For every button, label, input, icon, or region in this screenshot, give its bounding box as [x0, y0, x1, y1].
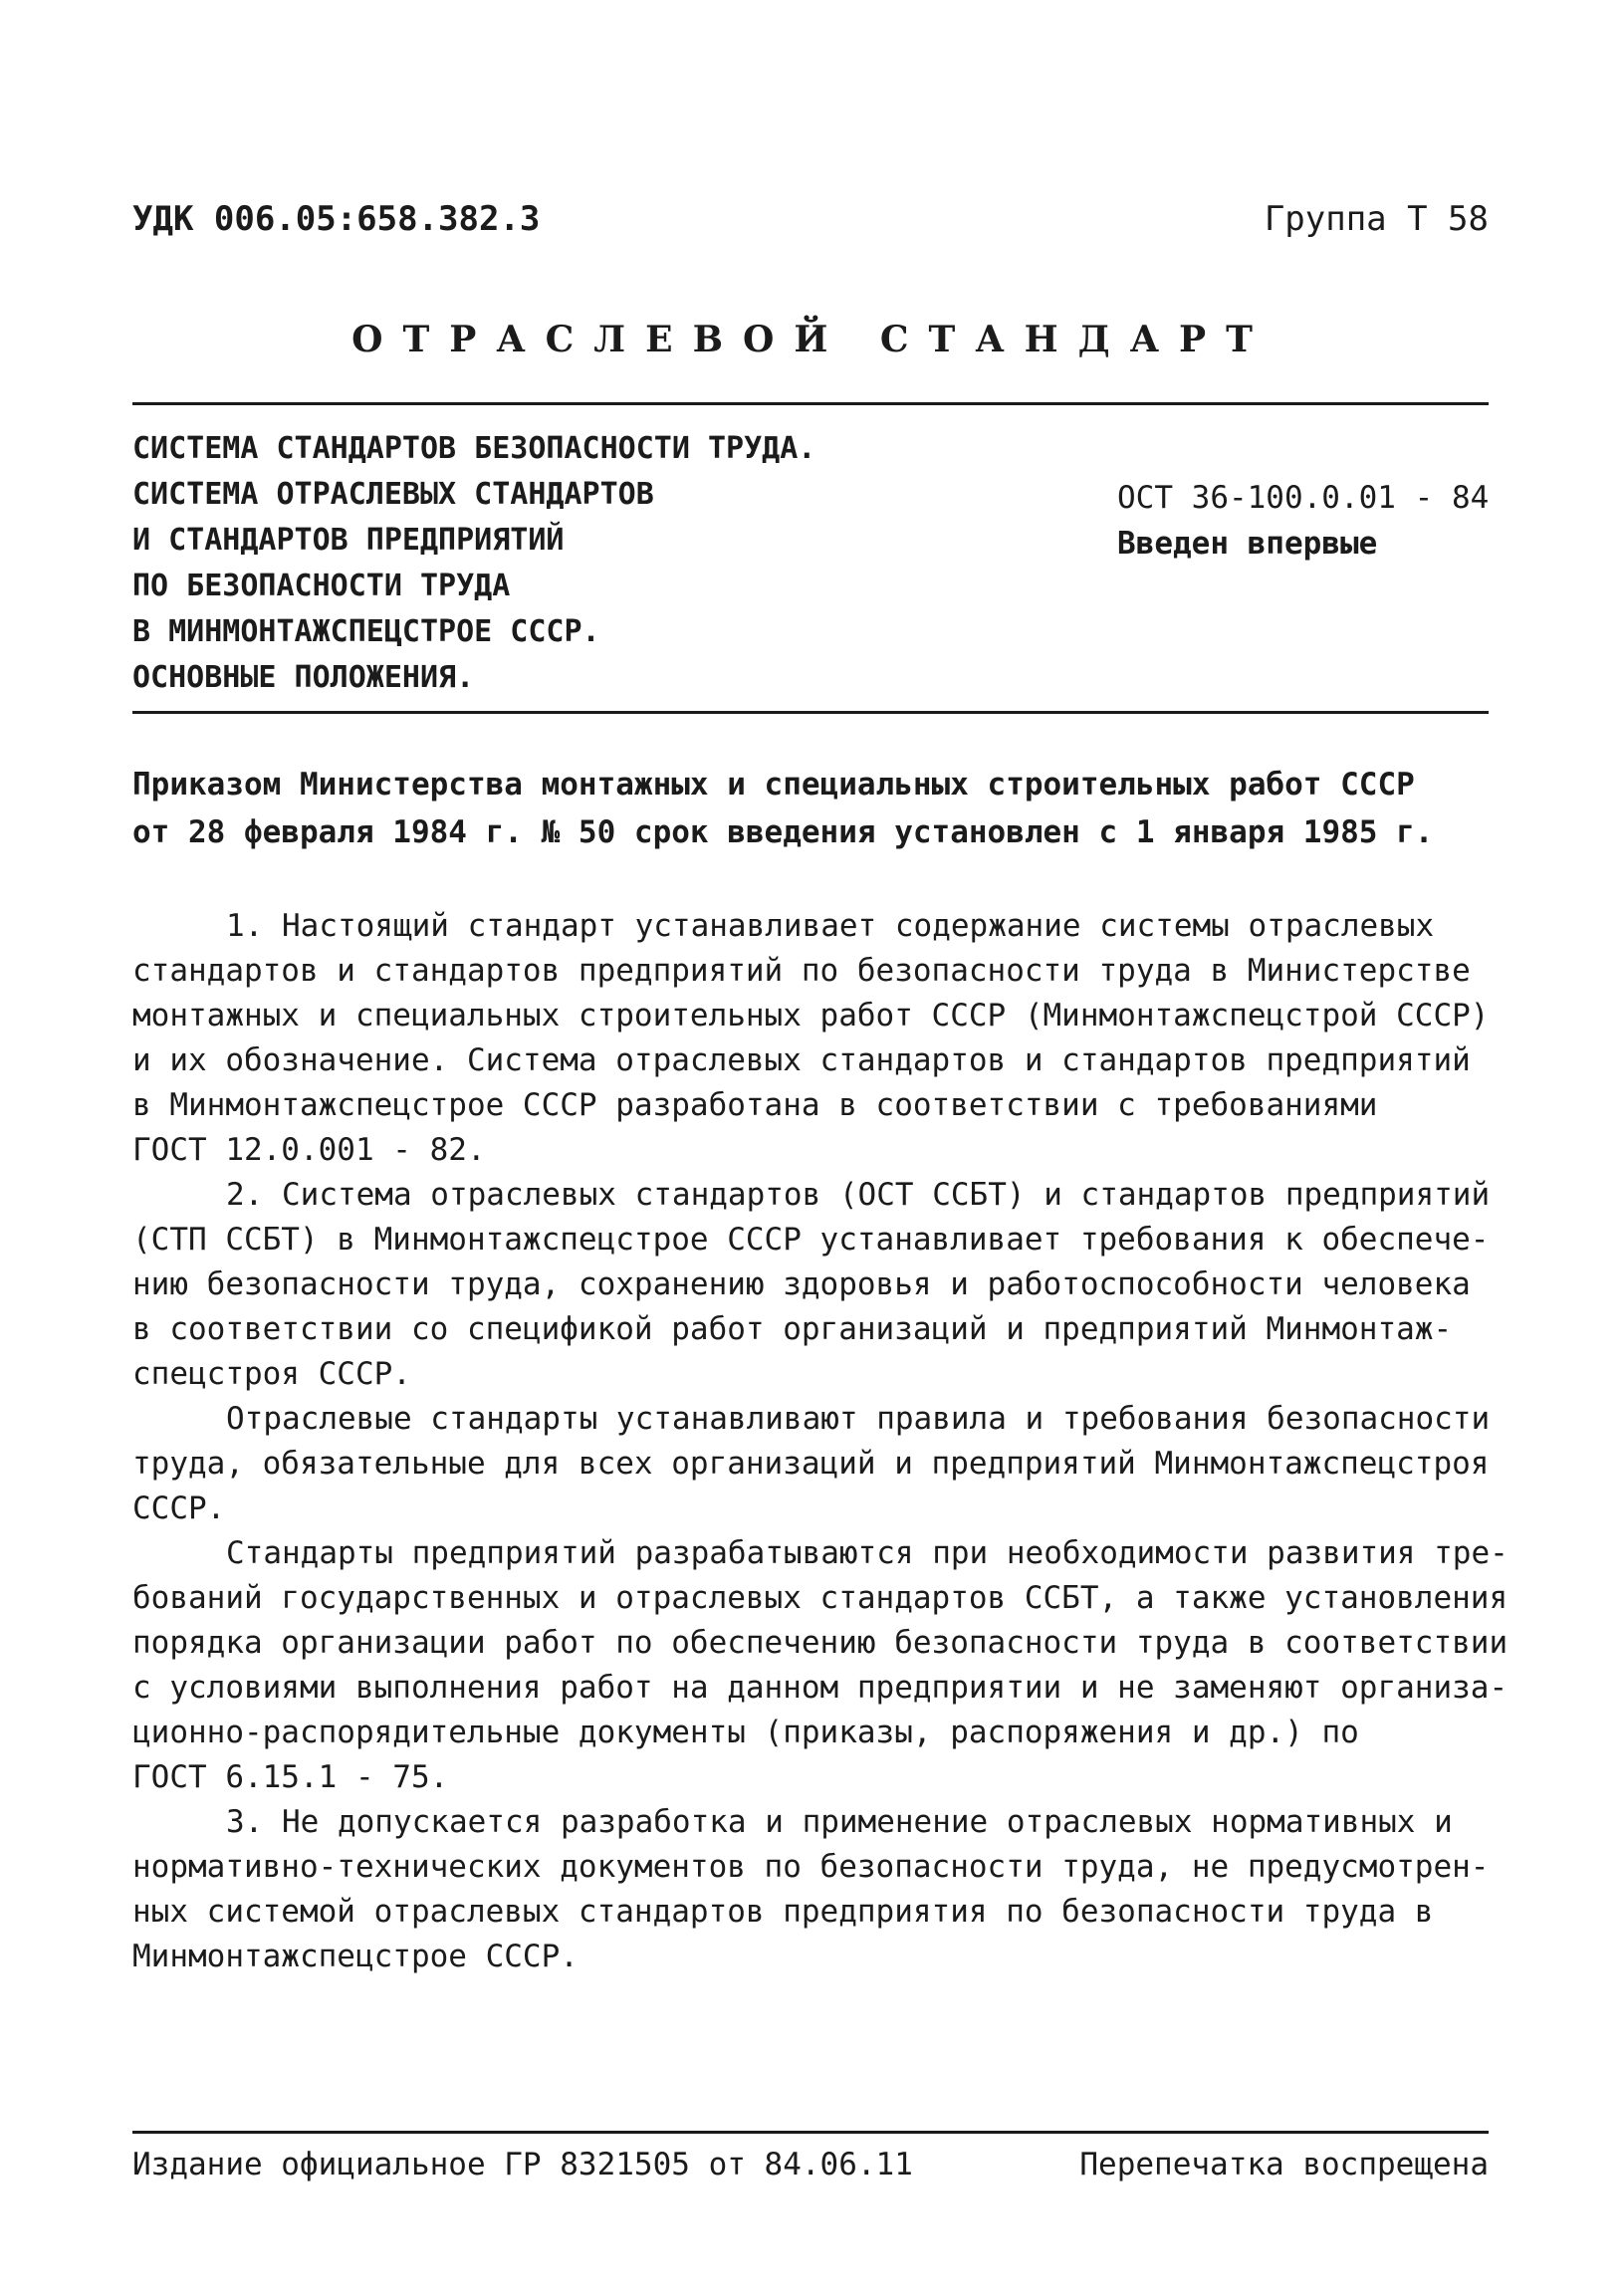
- edition-note: Издание официальное ГР 8321505 от 84.06.11: [132, 2147, 913, 2182]
- reprint-note: Перепечатка воспрещена: [1079, 2147, 1489, 2182]
- order-statement: [132, 761, 1489, 856]
- text-line: нормативно-технических документов по безопасности труда, не предусмотрен-: [132, 1849, 1490, 1885]
- text-line: Стандарты предприятий разрабатываются при необходимости развития тре-: [226, 1535, 1508, 1571]
- text-line: (СТП ССБТ) в Минмонтажспецстрое СССР устанавливает требования к обеспече-: [132, 1222, 1490, 1258]
- title-line: И СТАНДАРТОВ ПРЕДПРИЯТИЙ: [132, 523, 565, 558]
- title-line: СИСТЕМА ОТРАСЛЕВЫХ СТАНДАРТОВ: [132, 477, 654, 512]
- divider-middle: [132, 711, 1489, 714]
- text-line: СССР.: [132, 1491, 226, 1526]
- text-line: ных системой отраслевых стандартов предприятия по безопасности труда в: [132, 1894, 1434, 1930]
- text-line: стандартов и стандартов предприятий по безопасности труда в Министерстве: [132, 953, 1471, 989]
- text-line: труда, обязательные для всех организаций и предприятий Минмонтажспецстроя: [132, 1446, 1490, 1482]
- text-line: спецстроя СССР.: [132, 1356, 411, 1392]
- title-line: СИСТЕМА СТАНДАРТОВ БЕЗОПАСНОСТИ ТРУДА.: [132, 431, 816, 466]
- text-line: Минмонтажспецстрое СССР.: [132, 1939, 579, 1974]
- title-line: ОСНОВНЫЕ ПОЛОЖЕНИЯ.: [132, 660, 475, 695]
- text-line: и их обозначение. Система отраслевых стандартов и стандартов предприятий: [132, 1042, 1471, 1078]
- group-code: Группа Т 58: [1264, 199, 1489, 239]
- text-line: порядка организации работ по обеспечению безопасности труда в соответствии: [132, 1625, 1508, 1661]
- standard-heading: ОТРАСЛЕВОЙ СТАНДАРТ: [351, 319, 1273, 360]
- text-line: бований государственных и отраслевых стандартов ССБТ, а также установления: [132, 1580, 1508, 1616]
- divider-footer: [132, 2131, 1489, 2134]
- paragraph-3: [132, 1397, 1497, 1531]
- paragraph-5: [132, 1800, 1497, 1979]
- title-line: ПО БЕЗОПАСНОСТИ ТРУДА: [132, 569, 511, 603]
- paragraph-1: [132, 904, 1497, 1173]
- text-line: монтажных и специальных строительных работ СССР (Минмонтажспецстрой СССР): [132, 998, 1490, 1033]
- divider-top: [132, 402, 1489, 405]
- text-line: ГОСТ 12.0.001 - 82.: [132, 1132, 486, 1168]
- text-line: ГОСТ 6.15.1 - 75.: [132, 1759, 449, 1795]
- text-line: с условиями выполнения работ на данном предприятии и не заменяют организа-: [132, 1670, 1508, 1706]
- designation-block: [1117, 475, 1489, 567]
- document-body: [132, 904, 1508, 1979]
- introduced-note: Введен впервые: [1117, 526, 1378, 562]
- text-line: 1. Настоящий стандарт устанавливает содержание системы отраслевых: [226, 908, 1435, 944]
- order-line: Приказом Министерства монтажных и специальных строительных работ СССР: [132, 767, 1415, 803]
- text-line: в соответствии со спецификой работ организаций и предприятий Минмонтаж-: [132, 1311, 1453, 1347]
- text-line: 2. Система отраслевых стандартов (ОСТ ССБТ) и стандартов предприятий: [226, 1177, 1491, 1213]
- paragraph-2: [132, 1173, 1497, 1397]
- text-line: в Минмонтажспецстрое СССР разработана в соответствии с требованиями: [132, 1087, 1378, 1123]
- text-line: 3. Не допускается разработка и применение отраслевых нормативных и: [226, 1804, 1453, 1840]
- standard-designation: ОСТ 36-100.0.01 - 84: [1117, 480, 1490, 516]
- text-line: Отраслевые стандарты устанавливают правила и требования безопасности: [226, 1401, 1491, 1437]
- text-line: нию безопасности труда, сохранению здоровья и работоспособности человека: [132, 1266, 1471, 1302]
- udk-code: УДК 006.05:658.382.3: [132, 199, 541, 239]
- standard-title-block: [132, 426, 815, 701]
- title-line: В МИНМОНТАЖСПЕЦСТРОЕ СССР.: [132, 614, 600, 649]
- order-line: от 28 февраля 1984 г. № 50 срок введения установлен с 1 января 1985 г.: [132, 814, 1434, 850]
- text-line: ционно-распорядительные документы (приказы, распоряжения и др.) по: [132, 1715, 1359, 1750]
- paragraph-4: [132, 1531, 1508, 1800]
